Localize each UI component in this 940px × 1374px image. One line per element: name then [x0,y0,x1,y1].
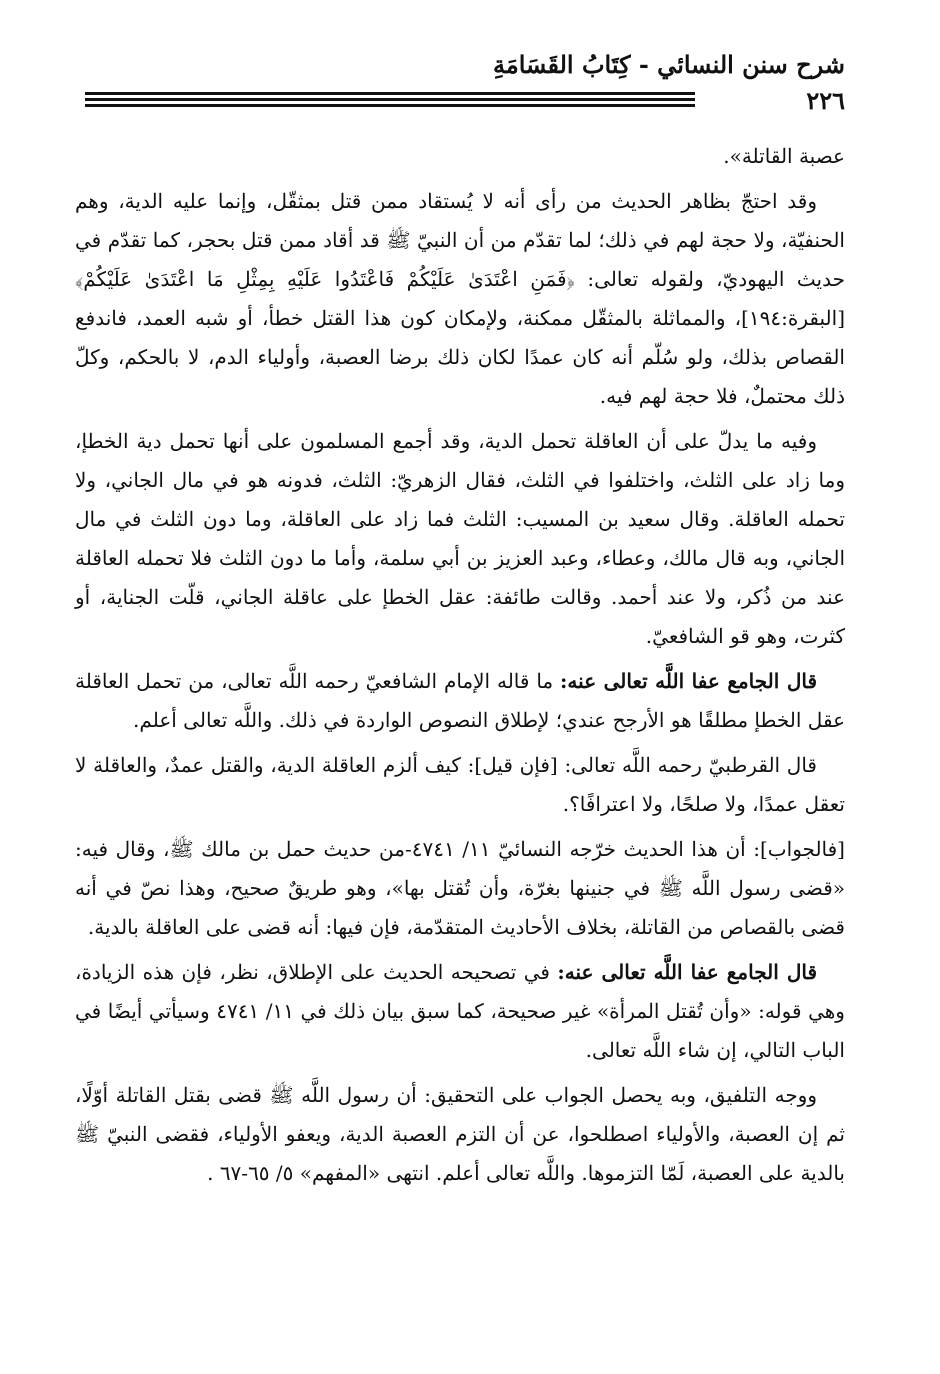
running-title: شرح سنن النسائي - كِتَابُ القَسَامَةِ [493,50,845,79]
header-rule [85,98,695,101]
paragraph-text: في تصحيحه الحديث على الإطلاق، نظر، فإن هذه الزيادة، وهي قوله: «وأن تُقتل المرأة» غير صحيحة، كما سبق بيان ذلك في ١١/ ٤٧٤١ وسيأتي أيضًا في الباب التالي، إن شاء اللَّه تعالى. [75,960,845,1062]
paragraph-text: ما قاله الإمام الشافعيّ رحمه اللَّه تعالى، من تحمل العاقلة عقل الخطإ مطلقًا هو الأرجح عندي؛ لإطلاق النصوص الواردة في ذلك. واللَّه تعالى أعلم. [75,669,845,732]
page-header [85,46,845,116]
paragraph [75,1076,845,1193]
paragraph [75,137,845,176]
paragraph [75,422,845,656]
header-rule [85,104,695,107]
paragraph-text: قال القرطبيّ رحمه اللَّه تعالى: [فإن قيل]: كيف ألزم العاقلة الدية، والقتل عمدٌ، والعاقلة لا تعقل عمدًا، ولا صلحًا، ولا اعترافًا؟. [75,753,845,816]
paragraph-text: وفيه ما يدلّ على أن العاقلة تحمل الدية، وقد أجمع المسلمون على أنها تحمل دية الخطإ، وما زاد على الثلث، واختلفوا في الثلث، فقال الزهريّ: الثلث، فدونه هو في مال الجاني، ولا تحمله العاقلة. وقال سعيد بن المسيب: الثلث فما زاد على العاقلة، وما دون الثلث في مال الجاني، وبه قال مالك، وعطاء، وعبد العزيز بن أبي سلمة، وأما ما دون الثلث فلا تحمله العاقلة عند من ذُكر، ولا عند أحمد. وقالت طائفة: عقل الخطإ على عاقلة الجاني، قلّت الجناية، أو كثرت، وهو قو الشافعيّ. [75,429,845,648]
page-number: ٢٢٦ [806,86,845,115]
paragraph [75,662,845,740]
paragraph-text: عصبة القاتلة». [723,144,845,168]
page-body [75,137,845,1199]
paragraph [75,953,845,1070]
paragraph-lead: قال الجامع عفا اللَّه تعالى عنه: [560,669,818,693]
paragraph [75,830,845,947]
paragraph-text: [فالجواب]: أن هذا الحديث خرّجه النسائيّ ١١/ ٤٧٤١-من حديث حمل بن مالك ﷺ، وقال فيه: «قضى رسول اللَّه ﷺ في جنينها بغرّة، وأن تُقتل بها»، وهو طريقٌ صحيح، وهذا نصّ في أنه قضى بالقصاص من القاتلة، بخلاف الأحاديث المتقدّمة، فإن فيها: أنه قضى على العاقلة بالدية. [75,837,845,939]
paragraph-lead: قال الجامع عفا اللَّه تعالى عنه: [557,960,818,984]
paragraph-text: وقد احتجّ بظاهر الحديث من رأى أنه لا يُستقاد ممن قتل بمثقّل، وإنما عليه الدية، وهم الحنفيّة، ولا حجة لهم في ذلك؛ لما تقدّم من أن النبيّ ﷺ قد أقاد ممن قتل بحجر، كما تقدّم في حديث اليهوديّ، ولقوله تعالى: ﴿فَمَنِ اعْتَدَىٰ عَلَيْكُمْ فَاعْتَدُوا عَلَيْهِ بِمِثْلِ مَا اعْتَدَىٰ عَلَيْكُمْ﴾ [البقرة:١٩٤]، والمماثلة بالمثقّل ممكنة، ولإمكان كون هذا القتل خطأ، أو شبه العمد، فاندفع القصاص بذلك، ولو سُلّم أنه كان عمدًا لكان ذلك برضا العصبة، وأولياء الدم، لا بالحكم، وكلّ ذلك محتملٌ، فلا حجة لهم فيه. [75,189,845,408]
paragraph [75,182,845,416]
header-rule [85,92,695,95]
paragraph-text: ووجه التلفيق، وبه يحصل الجواب على التحقيق: أن رسول اللَّه ﷺ قضى بقتل القاتلة أوّلًا، ثم إن العصبة، والأولياء اصطلحوا، عن أن التزم العصبة الدية، ويعفو الأولياء، فقضى النبيّ ﷺ بالدية على العصبة، لَمّا التزموها. واللَّه تعالى أعلم. انتهى «المفهم» ٥/ ٦٥-٦٧ . [75,1083,845,1185]
paragraph [75,746,845,824]
